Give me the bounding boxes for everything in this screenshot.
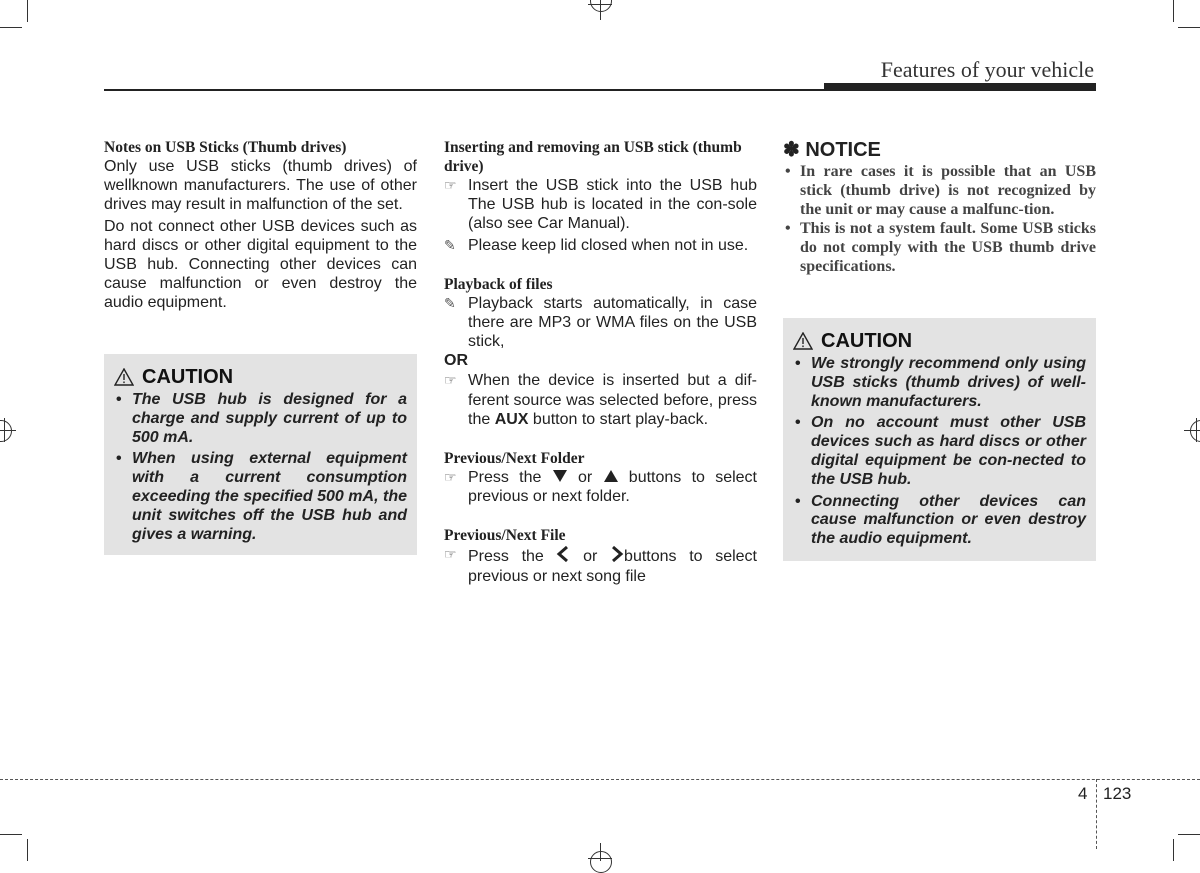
crop-mark [1178,27,1200,28]
page-number: 123 [1103,784,1132,803]
crop-mark [0,834,22,835]
middle-column [444,138,757,586]
pointing-hand-icon: ☞ [444,372,457,389]
caution-item: • Connecting other devices can cause malfunction or even destroy the audio equipment. [795,492,1086,548]
crop-mark [27,839,28,861]
left-column [104,138,417,313]
or-label: OR [444,352,468,370]
insert-heading: Inserting and removing an USB stick (thumb drive) [444,139,742,175]
usb-notes-heading: Notes on USB Sticks (Thumb drives) [104,139,347,156]
caution-title-text: CAUTION [821,330,913,352]
pencil-icon: ✎ [444,294,456,311]
crop-mark [1173,0,1174,22]
caution-heading [793,330,1086,352]
header-rule [104,89,1096,91]
list-item: ☞ When the device is inserted but a dif-ferent source was selected before, press the AUX button to start play-back. [444,372,757,428]
pointing-hand-icon: ☞ [444,177,457,193]
list-item: ☞ Press the or buttons to select previous or next folder. [444,469,757,506]
footer-rule [0,779,1200,780]
list-item: ✎ Please keep lid closed when not in use. [444,236,749,254]
left-chevron-icon [556,545,570,563]
crop-mark [1173,839,1174,861]
pencil-icon: ✎ [444,236,456,253]
notice-item: • In rare cases it is possible that an USB stick (thumb drive) is not recognized by the unit or may cause a malfunc-tion. [785,163,1096,218]
down-triangle-icon [552,469,568,483]
pointing-hand-icon: ☞ [444,546,457,563]
footer-divider [1096,779,1097,849]
caution-heading [114,366,407,388]
caution-item: • On no account must other USB devices such as hard discs or other digital equipment be con-nected to the USB hub. [795,414,1086,488]
list-item: ☞ Insert the USB stick into the USB hub The USB hub is located in the con-sole (also see Car Manual). [444,177,757,233]
caution-title-text: CAUTION [142,366,234,388]
list-item: ☞ Press the or buttons to select previous or next song file [444,546,758,585]
aux-button-label: AUX [494,410,529,428]
list-item: ✎ Playback starts automatically, in case there are MP3 or WMA files on the USB stick, [444,294,757,351]
caution-box-right [783,318,1096,561]
crop-mark [27,0,28,22]
pointing-hand-icon: ☞ [444,469,457,486]
file-heading: Previous/Next File [444,527,566,545]
usb-notes-paragraph: Do not connect other USB devices such as hard discs or other digital equipment to the USB hub. Connecting other devices can cause malfunction or even destroy the audio equipment. [104,217,417,312]
right-chevron-icon [610,545,624,563]
chapter-number: 4 [1078,784,1088,803]
caution-item: • The USB hub is designed for a charge and supply current of up to 500 mA. [116,391,407,446]
crop-mark [1178,834,1200,835]
page-header-title: Features of your vehicle [880,57,1094,82]
caution-item: • We strongly recommend only using USB sticks (thumb drives) of well-known manufacturers. [795,355,1086,410]
warning-triangle-icon [793,332,813,350]
folder-heading: Previous/Next Folder [444,450,585,468]
up-triangle-icon [603,469,619,483]
notice-item: • This is not a system fault. Some USB sticks do not comply with the USB thumb drive specifications. [785,220,1096,275]
right-column [783,138,1096,276]
caution-box-left [104,354,417,555]
playback-heading: Playback of files [444,275,553,293]
crop-mark [0,27,22,28]
warning-triangle-icon [114,368,134,386]
usb-notes-paragraph: Only use USB sticks (thumb drives) of wellknown manufacturers. The use of other drives may result in malfunction of the set. [104,158,417,214]
notice-heading: ✽ NOTICE [783,139,881,161]
caution-item: • When using external equipment with a current consumption exceeding the specified 500 mA, the unit switches off the USB hub and gives a warning. [116,450,407,543]
